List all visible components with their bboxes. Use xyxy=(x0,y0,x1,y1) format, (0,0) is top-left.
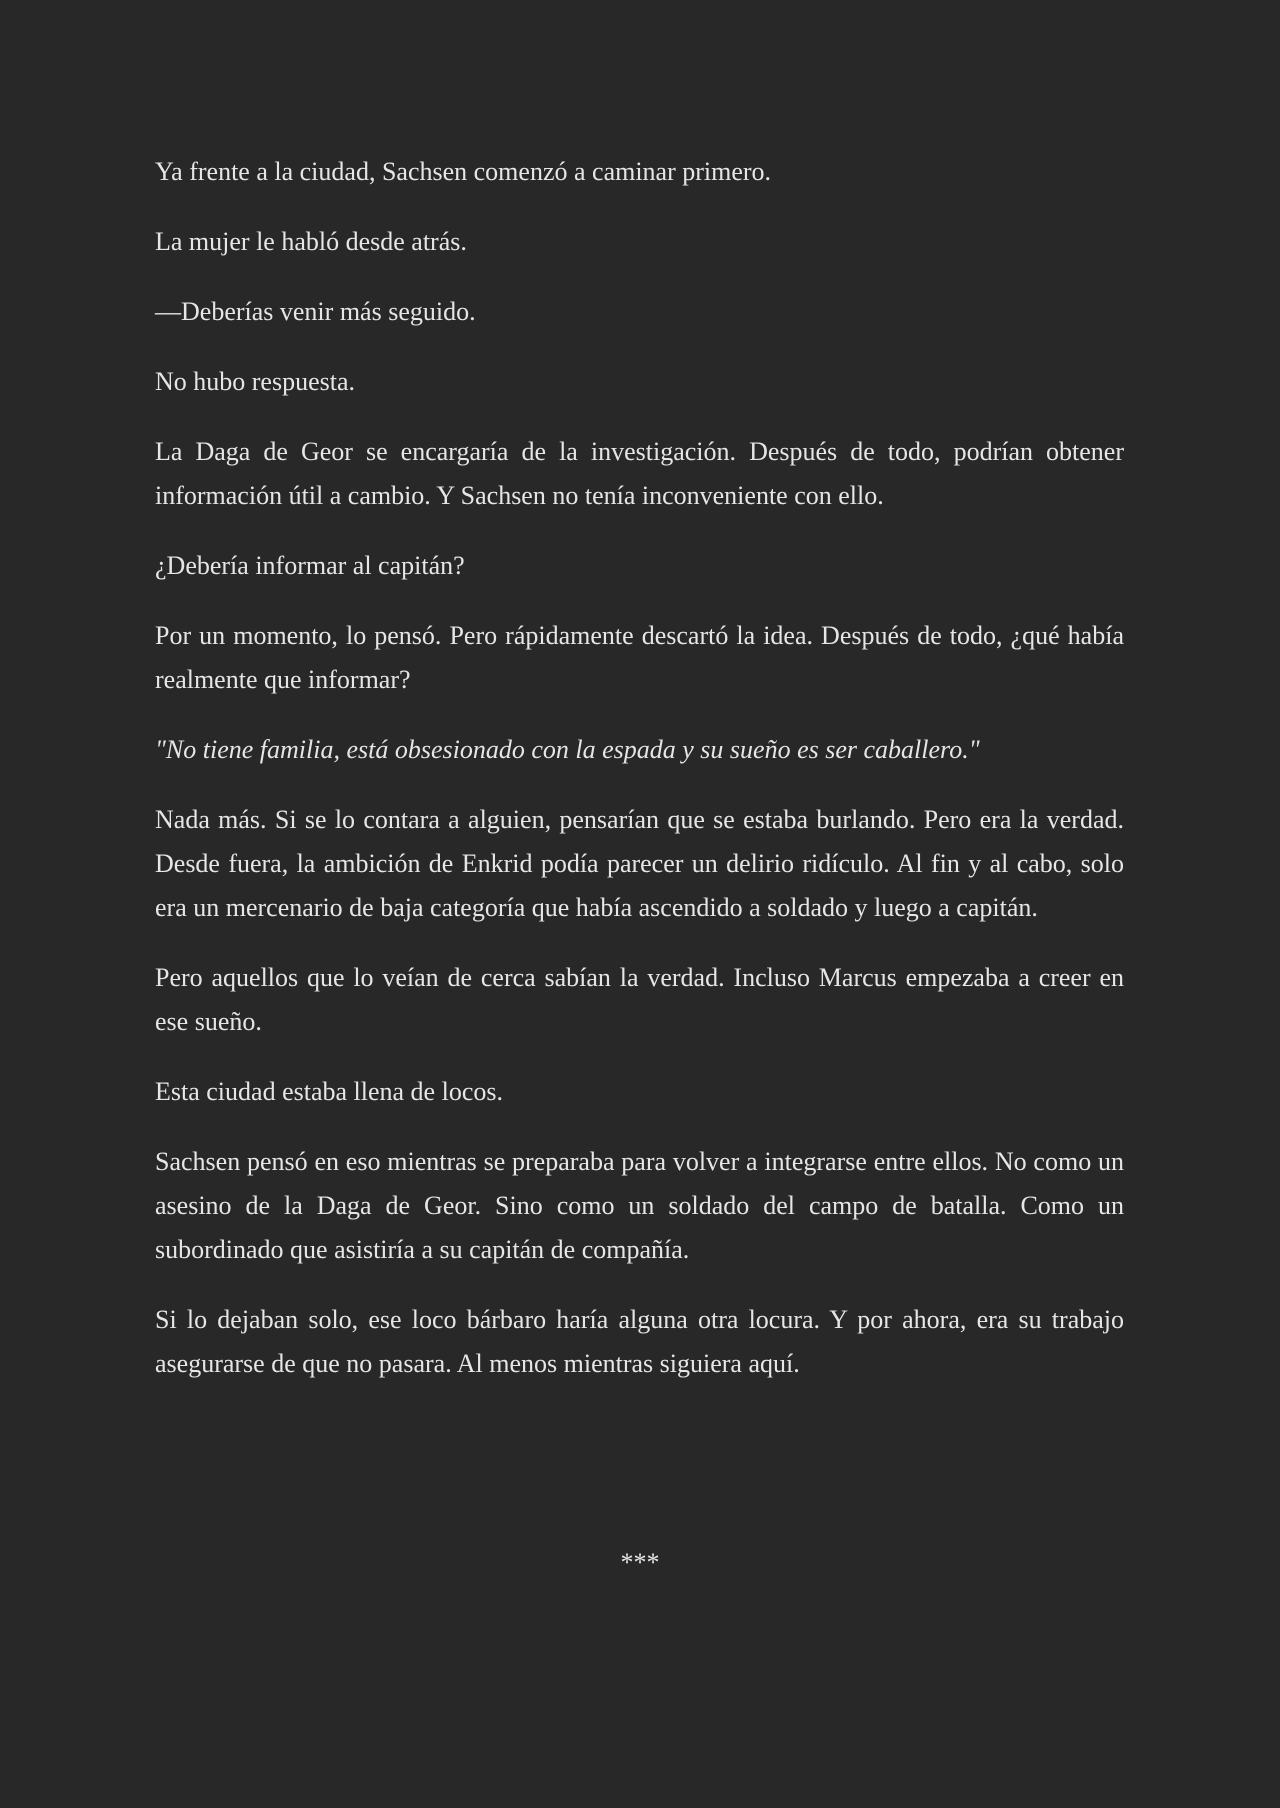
paragraph: Sachsen pensó en eso mientras se preparaba para volver a integrarse entre ellos. No como un asesino de la Daga de Geor. Sino como un soldado del campo de batalla. Como un subordinado que asistiría a su capitán de compañía. xyxy=(155,1147,1124,1264)
paragraph: ¿Debería informar al capitán? xyxy=(155,551,465,580)
paragraph: —Deberías venir más seguido. xyxy=(155,297,476,326)
paragraph: Pero aquellos que lo veían de cerca sabían la verdad. Incluso Marcus empezaba a creer en ese sueño. xyxy=(155,963,1124,1036)
paragraph: La Daga de Geor se encargaría de la investigación. Después de todo, podrían obtener información útil a cambio. Y Sachsen no tenía inconveniente con ello. xyxy=(155,437,1124,510)
paragraph: Esta ciudad estaba llena de locos. xyxy=(155,1077,503,1106)
chapter-text xyxy=(155,150,1124,1412)
paragraph: Por un momento, lo pensó. Pero rápidamente descartó la idea. Después de todo, ¿qué había realmente que informar? xyxy=(155,621,1124,694)
paragraph: No hubo respuesta. xyxy=(155,367,356,396)
section-separator: *** xyxy=(620,1548,660,1577)
paragraph: La mujer le habló desde atrás. xyxy=(155,227,467,256)
paragraph: Ya frente a la ciudad, Sachsen comenzó a caminar primero. xyxy=(155,157,772,186)
paragraph: Nada más. Si se lo contara a alguien, pensarían que se estaba burlando. Pero era la verdad. Desde fuera, la ambición de Enkrid podía parecer un delirio ridículo. Al fin y al cabo, solo era un mercenario de baja categoría que había ascendido a soldado y luego a capitán. xyxy=(155,805,1124,922)
paragraph: "No tiene familia, está obsesionado con la espada y su sueño es ser caballero." xyxy=(155,735,980,764)
paragraph: Si lo dejaban solo, ese loco bárbaro haría alguna otra locura. Y por ahora, era su trabajo asegurarse de que no pasara. Al menos mientras siguiera aquí. xyxy=(155,1305,1124,1378)
